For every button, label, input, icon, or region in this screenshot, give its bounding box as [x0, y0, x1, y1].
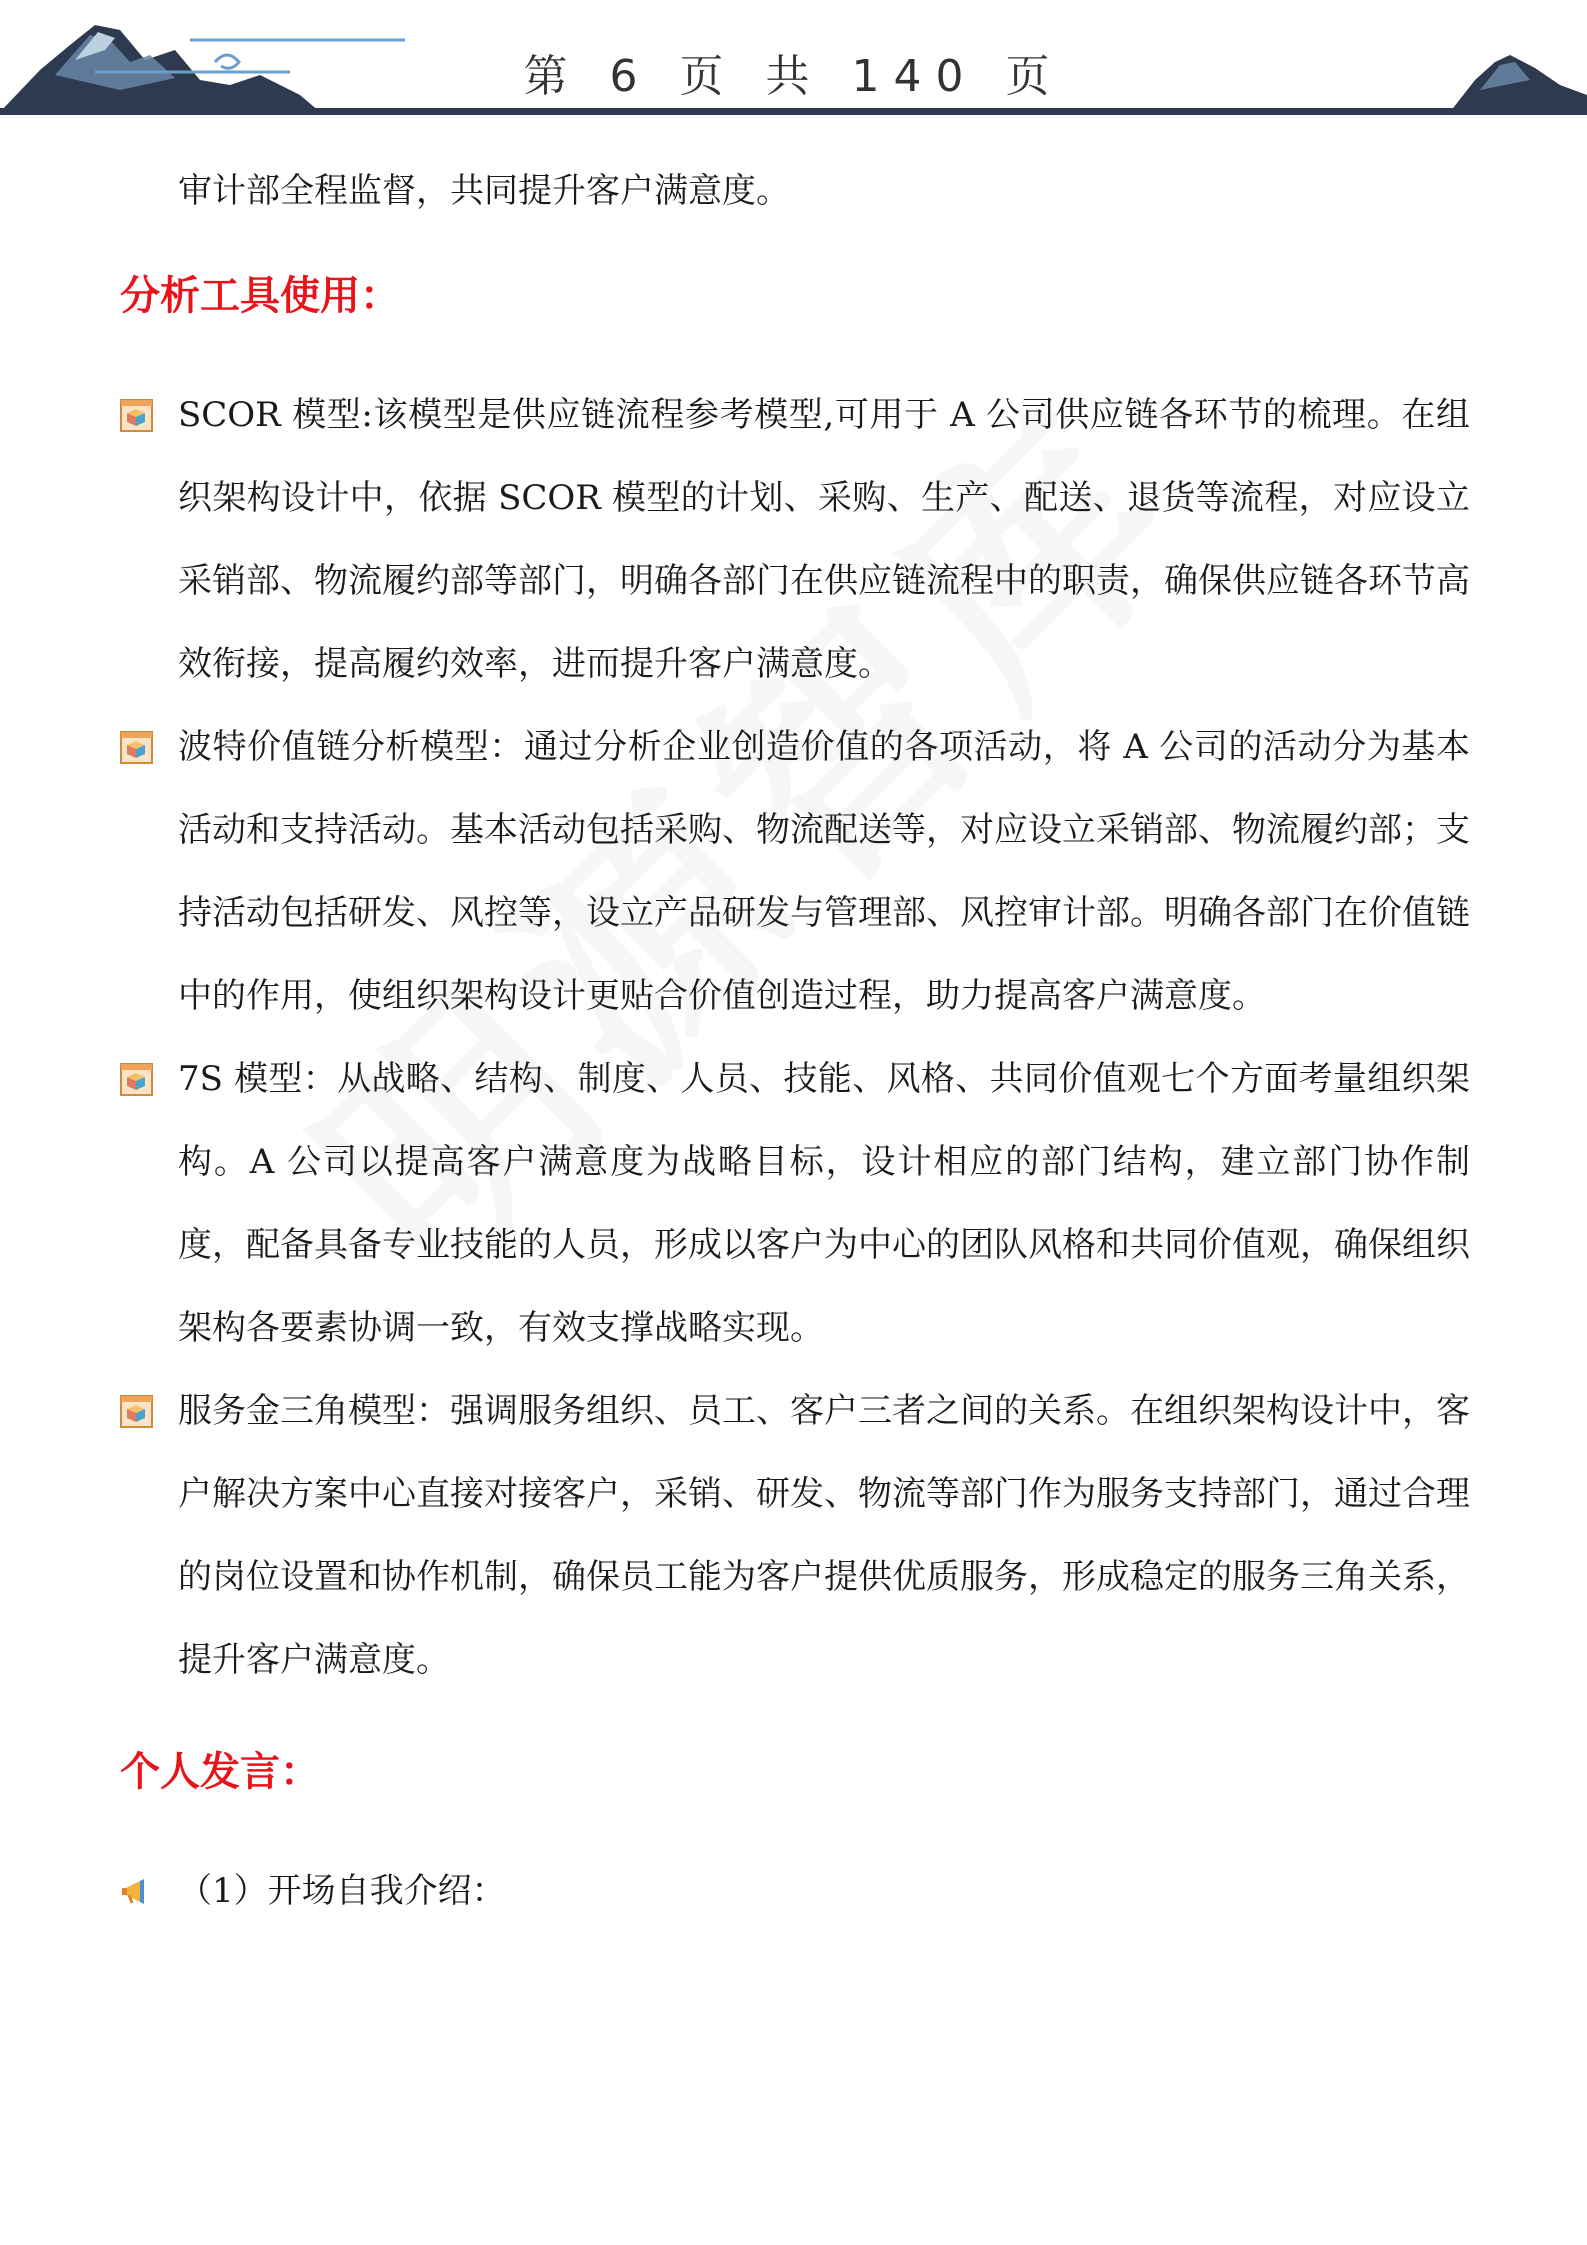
- page-number-label: 第 6 页 共 140 页: [523, 51, 1064, 102]
- page-header: [0, 0, 1587, 120]
- list-item: [120, 374, 1470, 706]
- list-item-text: 波特价值链分析模型：通过分析企业创造价值的各项活动，将 A 公司的活动分为基本活动和支持活动。基本活动包括采购、物流配送等，对应设立采销部、物流履约部；支持活动包括研发、风控等，设立产品研发与管理部、风控审计部。明确各部门在价值链中的作用，使组织架构设计更贴合价值创造过程，助力提高客户满意度。: [178, 727, 1470, 1016]
- box-bullet-icon: [120, 1063, 153, 1096]
- list-item: [120, 706, 1470, 1038]
- box-bullet-icon: [120, 1395, 153, 1428]
- list-item-text: 7S 模型：从战略、结构、制度、人员、技能、风格、共同价值观七个方面考量组织架构。A 公司以提高客户满意度为战略目标，设计相应的部门结构，建立部门协作制度，配备具备专业技能的人员，形成以客户为中心的团队风格和共同价值观，确保组织架构各要素协调一致，有效支撑战略实现。: [178, 1059, 1470, 1348]
- continued-paragraph: 审计部全程监督，共同提升客户满意度。: [178, 171, 790, 211]
- box-bullet-icon: [120, 731, 153, 764]
- list-item: [120, 1370, 1470, 1702]
- megaphone-icon: [120, 1875, 153, 1908]
- list-item-text: 服务金三角模型：强调服务组织、员工、客户三者之间的关系。在组织架构设计中，客户解决方案中心直接对接客户，采销、研发、物流等部门作为服务支持部门，通过合理的岗位设置和协作机制，确保员工能为客户提供优质服务，形成稳定的服务三角关系，提升客户满意度。: [178, 1391, 1470, 1680]
- list-item-text: （1）开场自我介绍：: [178, 1871, 506, 1911]
- box-bullet-icon: [120, 399, 153, 432]
- list-item: [120, 1850, 1470, 1933]
- section-title-personal-speech: 个人发言：: [120, 1748, 320, 1795]
- list-item-text: SCOR 模型:该模型是供应链流程参考模型,可用于 A 公司供应链各环节的梳理。在组织架构设计中，依据 SCOR 模型的计划、采购、生产、配送、退货等流程，对应设立采销部、物流履约部等部门，明确各部门在供应链流程中的职责，确保供应链各环节高效衔接，提高履约效率，进而提升客户满意度。: [178, 395, 1470, 684]
- list-item: [120, 1038, 1470, 1370]
- section-title-analysis-tools: 分析工具使用：: [120, 272, 400, 319]
- document-body: [120, 155, 1470, 1933]
